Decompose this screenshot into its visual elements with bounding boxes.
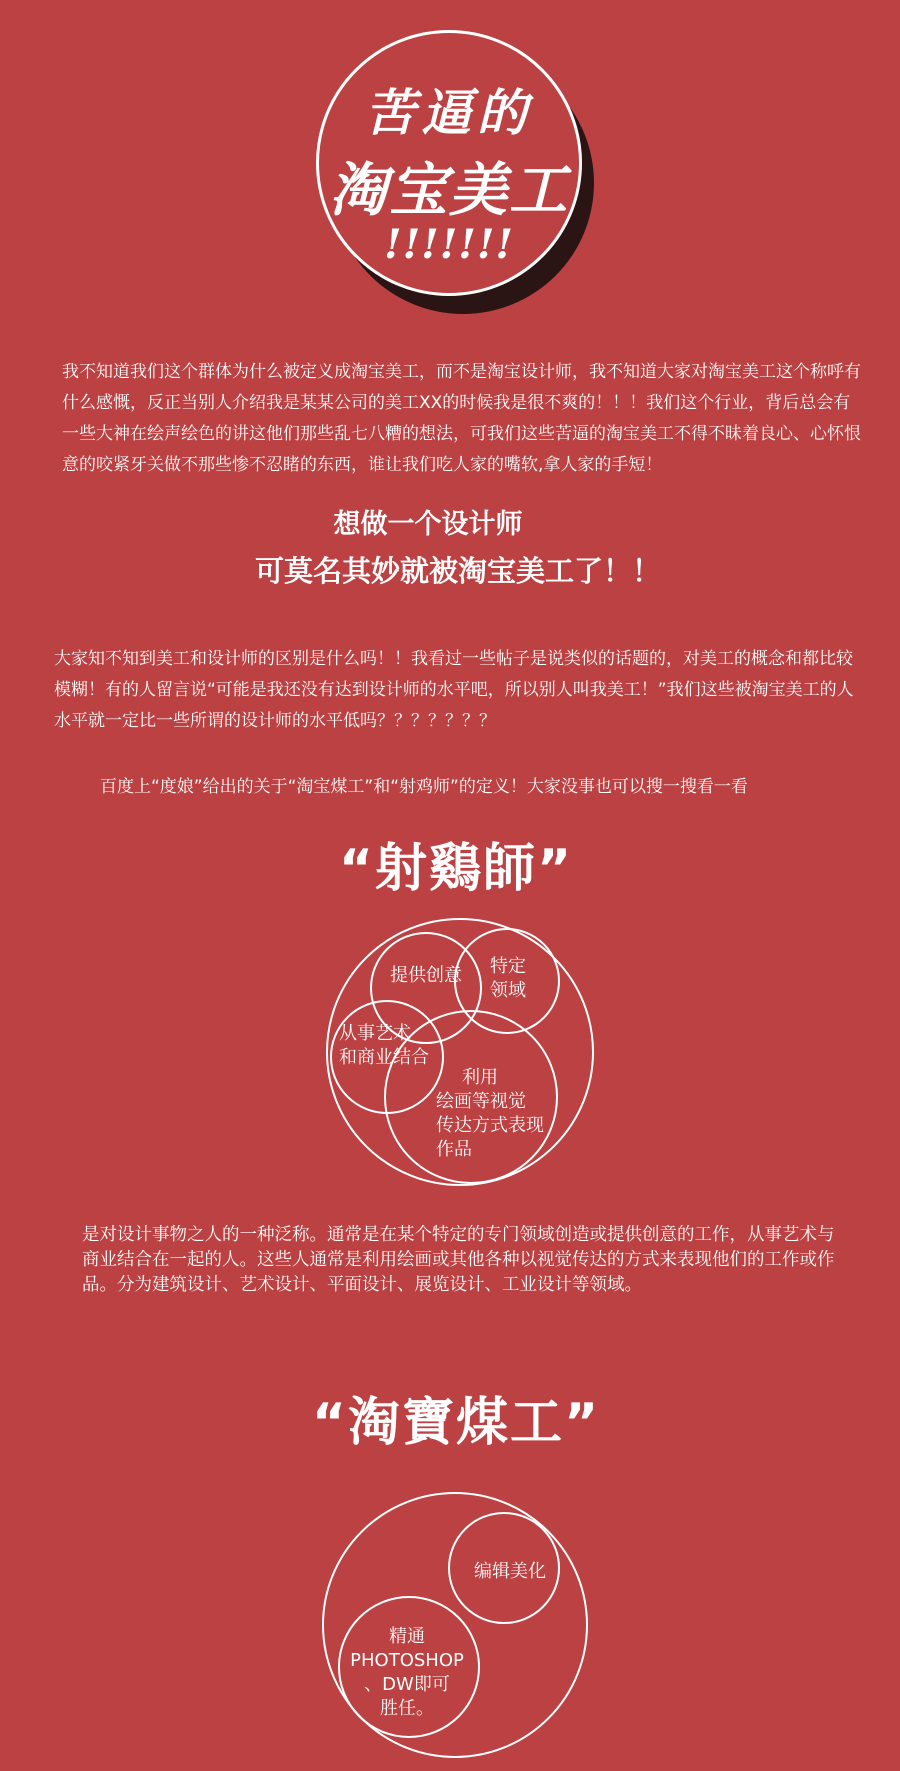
baidu-definition-intro: 百度上“度娘”给出的关于“淘宝煤工”和“射鸡师”的定义！大家没事也可以搜一搜看一看 [100,777,748,797]
designer-label-art-2: 和商业结合 [339,1047,429,1068]
meigong-label-master-4: 胜任。 [380,1698,434,1719]
logo-exclamations: !!!!!!! [384,221,514,268]
designer-label-field-2: 领域 [490,980,526,1001]
headline-became-meigong: 可莫名其妙就被淘宝美工了！！ [254,554,661,588]
designer-label-use-1: 利用 [462,1067,498,1088]
headline-want-designer: 想做一个设计师 [333,509,523,540]
logo-title-line-1: 苦逼的 [365,83,533,142]
meigong-title: “淘寶煤工” [311,1393,601,1453]
compare-paragraph: 大家知不知到美工和设计师的区别是什么吗！！我看过一些帖子是说类似的话题的，对美工的概念和都比较模糊！有的人留言说“可能是我还没有达到设计师的水平吧，所以别人叫我美工！”我们这些被淘宝美工的人水平就一定比一些所谓的设计师的水平低吗？？？？？？？ [54,649,854,731]
meigong-label-master-3: 、DW即可 [364,1674,450,1695]
logo-title-line-2: 淘宝美工 [328,156,569,224]
designer-label-field-1: 特定 [490,956,526,977]
designer-label-use-4: 作品 [436,1139,472,1160]
intro-paragraph: 我不知道我们这个群体为什么被定义成淘宝美工，而不是淘宝设计师，我不知道大家对淘宝美工这个称呼有什么感慨，反正当别人介绍我是某某公司的美工XX的时候我是很不爽的！！！我们这个行业，背后总会有一些大神在绘声绘色的讲这他们那些乱七八糟的想法，可我们这些苦逼的淘宝美工不得不昧着良心、心怀恨意的咬紧牙关做不那些惨不忍睹的东西，谁让我们吃人家的嘴软,拿人家的手短！ [62,362,861,475]
meigong-label-edit: 编辑美化 [474,1561,546,1582]
designer-label-provide: 提供创意 [390,965,462,986]
designer-label-use-3: 传达方式表现 [436,1115,544,1136]
designer-label-art-1: 从事艺术 [339,1023,411,1044]
meigong-label-master-1: 精通 [389,1626,425,1647]
designer-title: “射鷄師” [338,839,574,899]
meigong-label-master-2: PHOTOSHOP [350,1650,464,1671]
designer-definition: 是对设计事物之人的一种泛称。通常是在某个特定的专门领域创造或提供创意的工作，从事艺术与商业结合在一起的人。这些人通常是利用绘画或其他各种以视觉传达的方式来表现他们的工作或作品。分为建筑设计、艺术设计、平面设计、展览设计、工业设计等领域。 [82,1225,835,1295]
logo-badge [316,30,582,296]
designer-label-use-2: 绘画等视觉 [436,1091,526,1112]
